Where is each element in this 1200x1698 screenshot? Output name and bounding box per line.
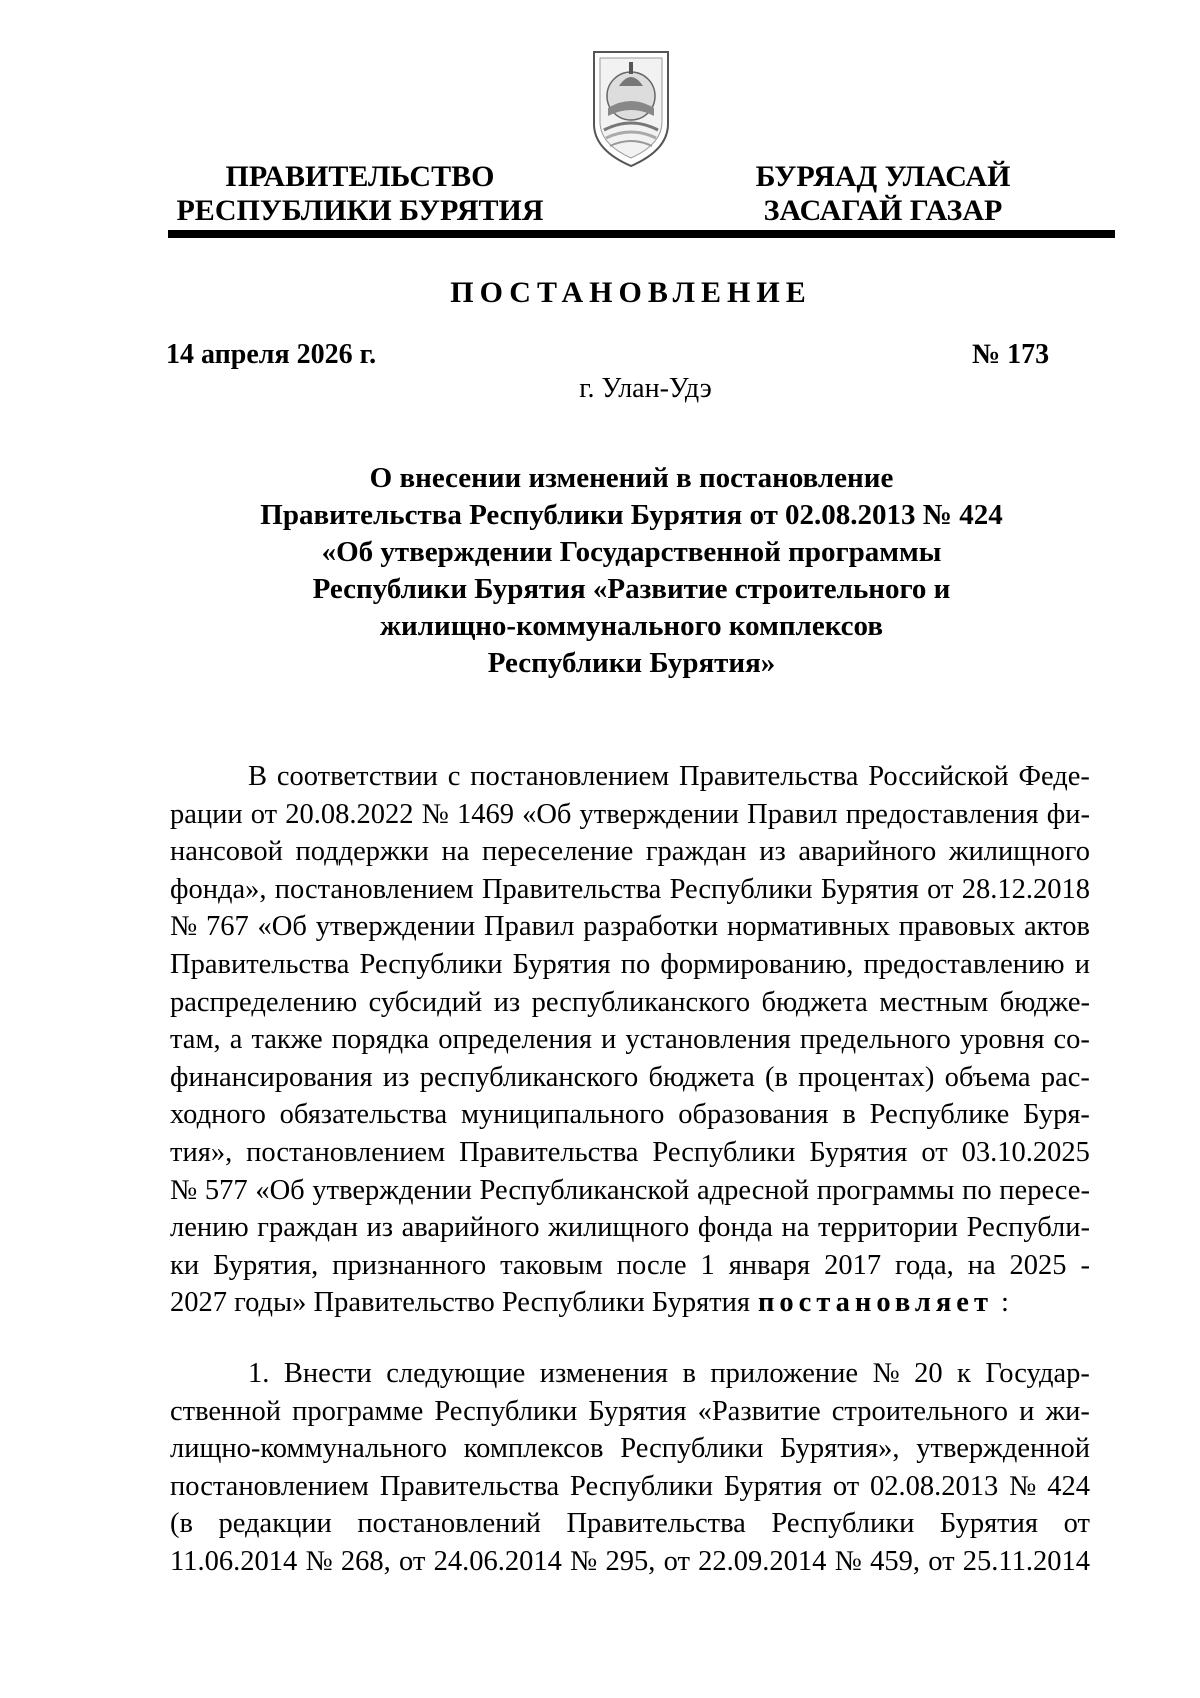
word: 02.08.2013 bbox=[870, 1470, 999, 1502]
text-line bbox=[170, 1172, 1090, 1210]
word: Правительства bbox=[481, 873, 662, 905]
word: от bbox=[921, 1136, 948, 1168]
word: постановлением bbox=[170, 1470, 369, 1502]
word: Республи- bbox=[966, 1212, 1090, 1244]
document-date: 14 апреля 2026 г. bbox=[166, 339, 377, 370]
final-line-text: 2027 годы» Правительство Республики Бурятия bbox=[170, 1287, 750, 1319]
word: утверждении bbox=[312, 1174, 472, 1206]
word: комплексов bbox=[463, 1433, 604, 1465]
word: утвержденной bbox=[916, 1433, 1090, 1465]
word: таковым bbox=[500, 1249, 603, 1281]
text-line bbox=[170, 1134, 1090, 1172]
final-line-colon: : bbox=[1000, 1287, 1009, 1319]
word: формированию, bbox=[660, 948, 854, 980]
word: ходного bbox=[170, 1099, 266, 1131]
word: № bbox=[834, 1545, 862, 1577]
text-line bbox=[170, 946, 1090, 984]
word: Республики bbox=[434, 1395, 578, 1427]
word: к bbox=[957, 1358, 971, 1389]
word: предельного bbox=[799, 1024, 951, 1056]
text-line bbox=[170, 908, 1090, 946]
word: Республики bbox=[620, 1433, 764, 1465]
word: 2017 bbox=[824, 1249, 882, 1281]
word: аварийного bbox=[798, 836, 937, 868]
word: и bbox=[601, 1024, 617, 1056]
word: Республики bbox=[359, 948, 503, 980]
word: (в bbox=[765, 1061, 788, 1093]
document-subject bbox=[180, 460, 1083, 682]
word: жилищного bbox=[948, 836, 1090, 868]
word: постановлением bbox=[274, 873, 474, 905]
word: года, bbox=[895, 1249, 954, 1281]
word: 1469 bbox=[456, 798, 514, 830]
word: бюдже- bbox=[999, 986, 1090, 1018]
word: а bbox=[229, 1024, 243, 1056]
word: программы bbox=[816, 1174, 955, 1206]
word: из bbox=[759, 836, 786, 868]
word: (в bbox=[170, 1508, 193, 1540]
text-line bbox=[170, 1021, 1090, 1059]
word: редакции bbox=[218, 1508, 332, 1540]
preamble-paragraph bbox=[170, 758, 1090, 1322]
word: Государ- bbox=[985, 1358, 1090, 1389]
word: и bbox=[1074, 948, 1090, 980]
issuer-bua-line-1: БУРЯАД УЛАСАЙ bbox=[755, 160, 1011, 193]
word: 268, bbox=[340, 1545, 391, 1577]
word: нормативных bbox=[727, 911, 890, 943]
word: 20.08.2022 bbox=[285, 798, 414, 830]
word: 577 bbox=[204, 1174, 248, 1206]
word: ки bbox=[170, 1249, 200, 1281]
word: 295, bbox=[605, 1545, 656, 1577]
word: тия», bbox=[170, 1136, 233, 1168]
word: правовых bbox=[898, 911, 1016, 943]
text-line bbox=[170, 1468, 1090, 1506]
word: фонда bbox=[697, 1212, 773, 1244]
word: от bbox=[927, 873, 954, 905]
word: Республике bbox=[869, 1099, 1010, 1131]
word: Правительства bbox=[679, 761, 859, 792]
word: обязательства bbox=[279, 1099, 448, 1131]
issuer-name-buryat bbox=[740, 160, 1026, 228]
word: 767 bbox=[206, 911, 249, 943]
word: № bbox=[421, 798, 449, 830]
header-divider bbox=[168, 230, 1115, 238]
word: Правил bbox=[747, 798, 838, 830]
issuer-name-russian bbox=[172, 160, 548, 228]
word: изменения bbox=[539, 1358, 669, 1389]
word: бюджета bbox=[648, 1061, 755, 1093]
word: 03.10.2025 bbox=[961, 1136, 1090, 1168]
word: № bbox=[170, 911, 198, 943]
word: 1 bbox=[700, 1249, 715, 1281]
word: от bbox=[250, 798, 278, 830]
word: нансовой bbox=[170, 836, 283, 868]
word: там, bbox=[170, 1024, 221, 1056]
text-line bbox=[170, 984, 1090, 1022]
text-line bbox=[170, 1247, 1090, 1285]
word: лению bbox=[170, 1212, 249, 1244]
word: января bbox=[728, 1249, 811, 1281]
word: установления bbox=[625, 1024, 791, 1056]
word: № bbox=[570, 1545, 598, 1577]
word: постановлением bbox=[470, 761, 670, 792]
word: 24.06.2014 bbox=[433, 1545, 562, 1577]
word: постановлением bbox=[246, 1136, 446, 1168]
text-line-final bbox=[170, 1284, 1090, 1322]
word: порядка bbox=[331, 1024, 430, 1056]
text-line bbox=[170, 1096, 1090, 1134]
word: № bbox=[872, 1358, 900, 1389]
word: № bbox=[1009, 1470, 1037, 1502]
word: Республиканской bbox=[479, 1174, 690, 1206]
word: по bbox=[620, 948, 651, 980]
word: разработки bbox=[583, 911, 719, 943]
word: «Об bbox=[255, 1174, 305, 1206]
subject-line: «Об утверждении Государственной программы bbox=[321, 536, 942, 568]
word: утверждении bbox=[315, 911, 476, 943]
word: фи- bbox=[1046, 798, 1090, 830]
word: 22.09.2014 bbox=[698, 1545, 827, 1577]
word: бюджета bbox=[761, 986, 868, 1018]
word: 28.12.2018 bbox=[961, 873, 1090, 905]
document-city: г. Улан-Удэ bbox=[579, 373, 712, 404]
subject-line: Республики Бурятия» bbox=[487, 647, 776, 679]
text-line bbox=[170, 1209, 1090, 1247]
word: из bbox=[382, 1061, 410, 1093]
word: по bbox=[962, 1174, 992, 1206]
word: «Об bbox=[257, 911, 307, 943]
word: ственной bbox=[170, 1395, 282, 1427]
word: № bbox=[305, 1545, 333, 1577]
text-line bbox=[170, 1543, 1090, 1581]
subject-line: жилищно-коммунального комплексов bbox=[380, 610, 883, 642]
text-line bbox=[170, 1430, 1090, 1468]
word: на bbox=[781, 1212, 810, 1244]
word: из bbox=[366, 1212, 394, 1244]
word: «Об bbox=[522, 798, 572, 830]
word: Бурятия bbox=[809, 1136, 908, 1168]
word: уровня bbox=[959, 1024, 1045, 1056]
word: в bbox=[682, 1358, 696, 1389]
word: строительного bbox=[831, 1395, 1009, 1427]
word: Республики bbox=[570, 1470, 714, 1502]
word: муниципального bbox=[460, 1099, 665, 1131]
word: соответствии bbox=[276, 761, 438, 792]
word: 11.06.2014 bbox=[170, 1545, 298, 1577]
word: граждан bbox=[257, 1212, 358, 1244]
word: на bbox=[967, 1249, 996, 1281]
word: рации bbox=[170, 798, 243, 830]
word: Бурятия bbox=[512, 948, 611, 980]
word: адресной bbox=[696, 1174, 810, 1206]
word: Правительства bbox=[170, 948, 350, 980]
subject-line: Республики Бурятия «Развитие строительного и bbox=[312, 573, 951, 605]
text-line bbox=[170, 1059, 1090, 1097]
clause-1-paragraph bbox=[170, 1355, 1090, 1581]
word: Буря- bbox=[1023, 1099, 1090, 1131]
word: граждан bbox=[645, 836, 747, 868]
word: от bbox=[928, 1545, 955, 1577]
subject-line: О внесении изменений в постановление bbox=[369, 462, 894, 494]
text-line bbox=[170, 871, 1090, 909]
word: с bbox=[447, 761, 461, 792]
word: 20 bbox=[914, 1358, 943, 1389]
document-type-title: ПОСТАНОВЛЕНИЕ bbox=[450, 276, 812, 309]
word: В bbox=[248, 761, 268, 792]
word: от bbox=[1063, 1508, 1090, 1540]
issuer-ru-line-2: РЕСПУБЛИКИ БУРЯТИЯ bbox=[176, 194, 544, 227]
word: рас- bbox=[1040, 1061, 1090, 1093]
word: 25.11.2014 bbox=[962, 1545, 1090, 1577]
word: 2025 bbox=[1009, 1249, 1067, 1281]
word: Республики bbox=[669, 873, 813, 905]
word: следующие bbox=[386, 1358, 526, 1389]
text-line bbox=[170, 758, 1090, 796]
word: жи- bbox=[1045, 1395, 1090, 1427]
word: местным bbox=[879, 986, 989, 1018]
word: Внести bbox=[283, 1358, 372, 1389]
word: 459, bbox=[870, 1545, 920, 1577]
word: пересе- bbox=[999, 1174, 1090, 1206]
word: жилищного bbox=[548, 1212, 690, 1244]
word: Феде- bbox=[1018, 761, 1090, 792]
word: Бурятия bbox=[820, 873, 919, 905]
word: лищно-коммунального bbox=[170, 1433, 447, 1465]
word: Российской bbox=[868, 761, 1009, 792]
resolves-keyword: постановляет bbox=[758, 1287, 993, 1319]
word: постановлений bbox=[357, 1508, 541, 1540]
word: процентах) bbox=[798, 1061, 935, 1093]
word: Правил bbox=[483, 911, 575, 943]
word: Бурятия», bbox=[780, 1433, 900, 1465]
word: 424 bbox=[1047, 1470, 1090, 1502]
word: субсидий bbox=[368, 986, 483, 1018]
word: от bbox=[398, 1545, 426, 1577]
word: Бурятия bbox=[723, 1470, 822, 1502]
word: также bbox=[251, 1024, 323, 1056]
word: «Развитие bbox=[697, 1395, 821, 1427]
subject-line: Правительства Республики Бурятия от 02.08.2013 № 424 bbox=[260, 499, 1003, 531]
coat-of-arms-icon bbox=[586, 46, 676, 170]
word: на bbox=[441, 836, 470, 868]
word: Правительства bbox=[379, 1470, 560, 1502]
word: Правительства bbox=[459, 1136, 639, 1168]
word: образования bbox=[678, 1099, 829, 1131]
word: в bbox=[842, 1099, 856, 1131]
word: 1. bbox=[248, 1358, 270, 1389]
word: территории bbox=[818, 1212, 958, 1244]
word: Республики bbox=[771, 1508, 915, 1540]
word: от bbox=[832, 1470, 860, 1502]
word: Бурятия bbox=[939, 1508, 1039, 1540]
issuer-ru-line-1: ПРАВИТЕЛЬСТВО bbox=[225, 160, 495, 193]
word: предоставления bbox=[845, 798, 1039, 830]
word: Бурятия bbox=[588, 1395, 687, 1427]
word: из bbox=[493, 986, 521, 1018]
word: поддержки bbox=[295, 836, 429, 868]
word: - bbox=[1080, 1249, 1090, 1281]
word: приложение bbox=[710, 1358, 859, 1389]
text-line bbox=[170, 1393, 1090, 1431]
word: предоставлению bbox=[863, 948, 1065, 980]
word: программе bbox=[292, 1395, 424, 1427]
word: Бурятия, bbox=[213, 1249, 319, 1281]
document-number: № 173 bbox=[972, 339, 1050, 370]
issuer-bua-line-2: ЗАСАГАЙ ГАЗАР bbox=[763, 194, 1003, 227]
word: определения bbox=[438, 1024, 592, 1056]
word: аварийного bbox=[401, 1212, 540, 1244]
text-line bbox=[170, 1505, 1090, 1543]
word: распределению bbox=[170, 986, 358, 1018]
word: республиканского bbox=[419, 1061, 639, 1093]
text-line bbox=[170, 796, 1090, 834]
word: № bbox=[170, 1174, 198, 1206]
word: фонда», bbox=[170, 873, 267, 905]
word: финансирования bbox=[170, 1061, 373, 1093]
word: признанного bbox=[332, 1249, 487, 1281]
word: актов bbox=[1024, 911, 1090, 943]
word: от bbox=[663, 1545, 690, 1577]
word: переселение bbox=[482, 836, 634, 868]
word: утверждении bbox=[579, 798, 740, 830]
word: и bbox=[1019, 1395, 1035, 1427]
text-line bbox=[170, 1355, 1090, 1393]
word: объема bbox=[944, 1061, 1031, 1093]
text-line bbox=[170, 833, 1090, 871]
word: Республики bbox=[652, 1136, 796, 1168]
word: после bbox=[616, 1249, 687, 1281]
word: со- bbox=[1053, 1024, 1090, 1056]
word: Правительства bbox=[566, 1508, 746, 1540]
word: республиканского bbox=[531, 986, 751, 1018]
